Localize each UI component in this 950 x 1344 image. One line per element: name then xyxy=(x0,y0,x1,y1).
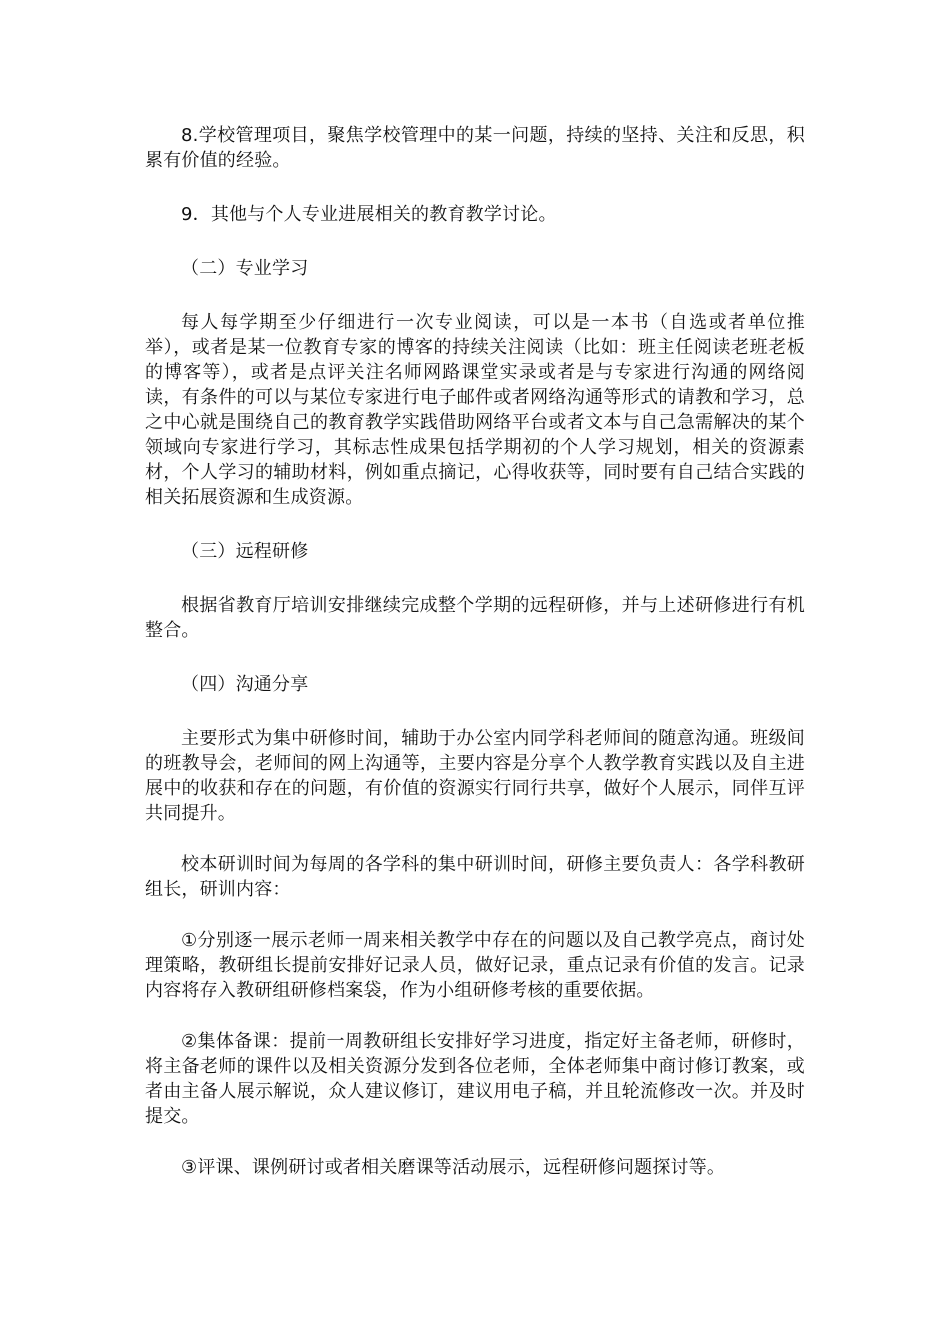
paragraph-professional-study: 每人每学期至少仔细进行一次专业阅读，可以是一本书（自选或者单位推举），或者是某一位教育专家的博客的持续关注阅读（比如：班主任阅读老班老板的博客等），或者是点评关注名师网路课堂实录或者是与专家进行沟通的网络阅读，有条件的可以与某位专家进行电子邮件或者网络沟通等形式的请教和学习，总之中心就是围绕自己的教育教学实践借助网络平台或者文本与自己急需解决的某个领域向专家进行学习，其标志性成果包括学期初的个人学习规划，相关的资源素材，个人学习的辅助材料，例如重点摘记，心得收获等，同时要有自己结合实践的相关拓展资源和生成资源。 xyxy=(145,312,805,508)
section-heading-professional-study: （二）专业学习 xyxy=(181,258,309,279)
list-item-1: ①分别逐一展示老师一周来相关教学中存在的问题以及自己教学亮点，商讨处理策略，教研组长提前安排好记录人员，做好记录，重点记录有价值的发言。记录内容将存入教研组研修档案袋，作为小组研修考核的重要依据。 xyxy=(145,930,805,1001)
paragraph-item-8: 8.学校管理项目，聚焦学校管理中的某一问题，持续的坚持、关注和反思，积累有价值的经验。 xyxy=(145,125,805,171)
paragraph-schedule: 校本研训时间为每周的各学科的集中研训时间，研修主要负责人：各学科教研组长，研训内容： xyxy=(145,854,805,900)
paragraph-item-9: 9．其他与个人专业进展相关的教育教学讨论。 xyxy=(181,204,557,225)
section-heading-remote-training: （三）远程研修 xyxy=(181,541,309,562)
section-heading-communication: （四）沟通分享 xyxy=(181,674,309,695)
paragraph-communication: 主要形式为集中研修时间，辅助于办公室内同学科老师间的随意沟通。班级间的班教导会，老师间的网上沟通等，主要内容是分享个人教学教育实践以及自主进展中的收获和存在的问题，有价值的资源实行同行共享，做好个人展示，同伴互评共同提升。 xyxy=(145,728,805,824)
list-item-2: ②集体备课：提前一周教研组长安排好学习进度，指定好主备老师，研修时，将主备老师的课件以及相关资源分发到各位老师，全体老师集中商讨修订教案，或者由主备人展示解说，众人建议修订，建议用电子稿，并且轮流修改一次。并及时提交。 xyxy=(145,1031,805,1127)
list-item-3: ③评课、课例研讨或者相关磨课等活动展示，远程研修问题探讨等。 xyxy=(181,1157,726,1178)
paragraph-remote-training: 根据省教育厅培训安排继续完成整个学期的远程研修，并与上述研修进行有机整合。 xyxy=(145,595,805,641)
document-page xyxy=(145,123,805,1180)
